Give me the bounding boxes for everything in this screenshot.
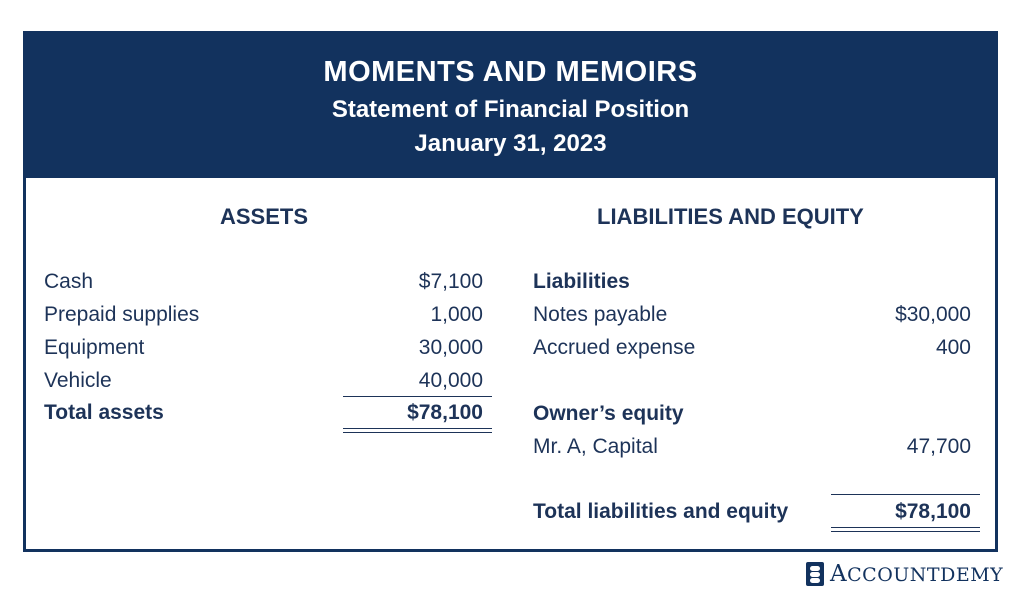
total-assets-label: Total assets [44, 401, 164, 424]
statement-header [26, 34, 995, 178]
asset-value-equipment: 30,000 [418, 336, 483, 359]
asset-label-prepaid-supplies: Prepaid supplies [44, 303, 200, 326]
company-name: MOMENTS AND MEMOIRS [323, 56, 698, 88]
liability-label-notes-payable: Notes payable [533, 303, 668, 326]
liabilities-equity-subtotal-rule [831, 494, 980, 495]
liability-value-accrued-expense: 400 [935, 336, 971, 359]
liabilities-heading: Liabilities [533, 270, 630, 293]
asset-label-equipment: Equipment [44, 336, 145, 359]
asset-label-vehicle: Vehicle [44, 369, 112, 392]
statement-date: January 31, 2023 [414, 130, 607, 157]
liabilities-equity-section-title: LIABILITIES AND EQUITY [597, 204, 864, 229]
brand-first-letter: A [830, 561, 848, 587]
equity-value-capital: 47,700 [906, 435, 971, 458]
accountdemy-brand [806, 561, 1003, 587]
assets-subtotal-rule [343, 396, 492, 397]
accountdemy-logo-icon [806, 562, 824, 586]
brand-wordmark [830, 561, 1003, 587]
assets-total-double-rule [343, 428, 492, 433]
assets-section-title: ASSETS [220, 204, 309, 229]
asset-value-cash: $7,100 [418, 270, 483, 293]
total-assets-value: $78,100 [407, 401, 483, 424]
equity-label-capital: Mr. A, Capital [533, 435, 658, 458]
financial-statement-card [23, 31, 998, 552]
asset-value-prepaid-supplies: 1,000 [430, 303, 483, 326]
statement-title: Statement of Financial Position [331, 96, 690, 123]
asset-label-cash: Cash [44, 270, 94, 293]
liability-value-notes-payable: $30,000 [895, 303, 971, 326]
liability-label-accrued-expense: Accrued expense [533, 336, 696, 359]
asset-value-vehicle: 40,000 [418, 369, 483, 392]
liabilities-equity-total-double-rule [831, 527, 980, 532]
total-liabilities-equity-value: $78,100 [895, 500, 971, 523]
total-liabilities-equity-label: Total liabilities and equity [533, 500, 789, 523]
brand-rest: CCOUNTDEMY [847, 564, 1004, 586]
owners-equity-heading: Owner’s equity [533, 402, 684, 425]
